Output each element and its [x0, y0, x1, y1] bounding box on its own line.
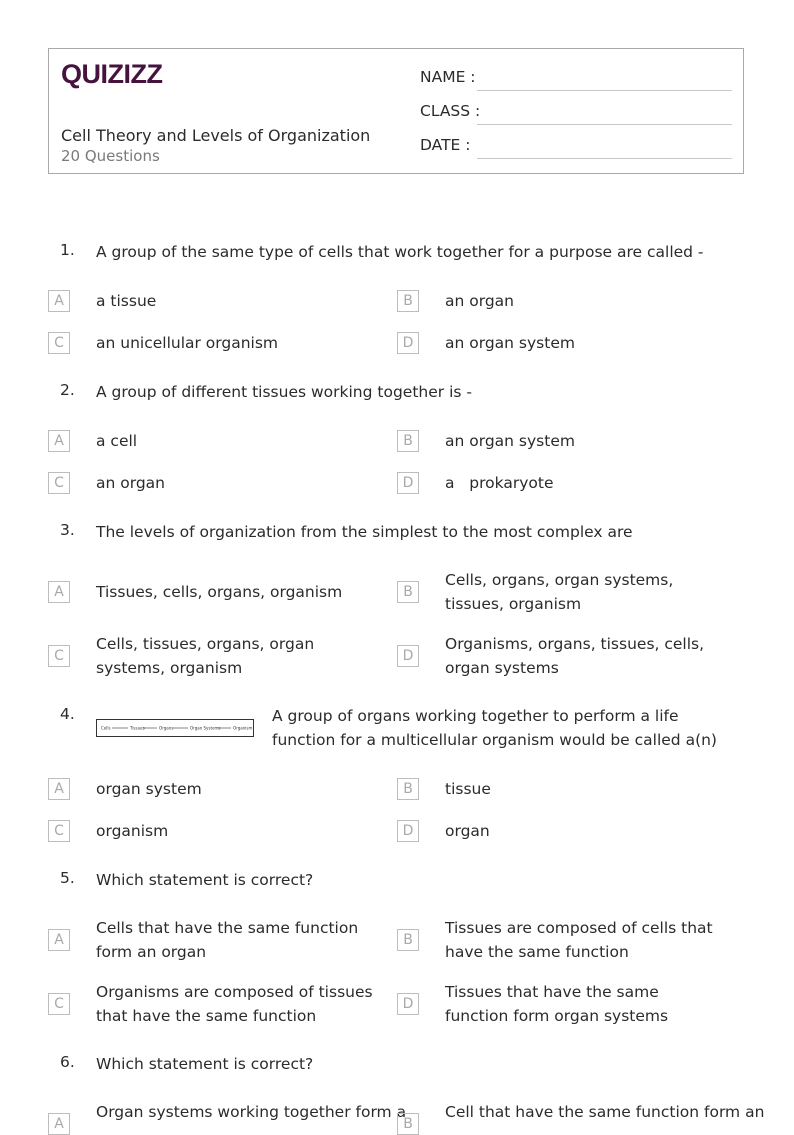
option-text-a[interactable]: Organ systems working together form a — [96, 1103, 407, 1121]
diagram-label-cells: Cells — [101, 725, 111, 731]
option-text-c[interactable]: organism — [96, 822, 169, 840]
date-label: DATE : — [420, 136, 471, 154]
option-letter-b[interactable]: B — [397, 430, 419, 452]
option-letter-b[interactable]: B — [397, 778, 419, 800]
diagram-label-organs: Organs — [159, 725, 174, 731]
option-text-b[interactable]: Tissues are composed of cells that have the same function — [445, 919, 713, 961]
option-text-d[interactable]: an organ system — [445, 334, 575, 352]
option-letter-a[interactable]: A — [48, 1113, 70, 1135]
option-letter-a[interactable]: A — [48, 430, 70, 452]
option-text-b[interactable]: Cell that have the same function form an — [445, 1103, 765, 1121]
option-letter-d[interactable]: D — [397, 332, 419, 354]
question-text: A group of different tissues working together is - — [96, 383, 472, 401]
option-letter-d[interactable]: D — [397, 472, 419, 494]
option-letter-d[interactable]: D — [397, 645, 419, 667]
option-text-d[interactable]: Tissues that have the same function form organ systems — [445, 983, 669, 1025]
option-text-a[interactable]: a cell — [96, 432, 138, 450]
option-text-a[interactable]: a tissue — [96, 292, 157, 310]
option-text-b[interactable]: tissue — [445, 780, 491, 798]
option-text-a[interactable]: Tissues, cells, organs, organism — [96, 583, 343, 601]
option-text-b[interactable]: an organ system — [445, 432, 575, 450]
diagram-label-organism: Organism — [233, 725, 253, 731]
question-number: 6. — [60, 1053, 75, 1071]
option-text-c[interactable]: Cells, tissues, organs, organ systems, organism — [96, 635, 315, 677]
question-number: 1. — [60, 241, 75, 259]
class-label: CLASS : — [420, 102, 481, 120]
option-text-c[interactable]: an unicellular organism — [96, 334, 279, 352]
question-text: Which statement is correct? — [96, 1055, 314, 1073]
option-letter-c[interactable]: C — [48, 472, 70, 494]
option-text-c[interactable]: Organisms are composed of tissues that have the same function — [96, 983, 373, 1025]
question-text: The levels of organization from the simplest to the most complex are — [96, 523, 633, 541]
option-letter-d[interactable]: D — [397, 820, 419, 842]
option-letter-c[interactable]: C — [48, 993, 70, 1015]
question-text: Which statement is correct? — [96, 871, 314, 889]
option-letter-b[interactable]: B — [397, 581, 419, 603]
name-line[interactable] — [477, 90, 732, 91]
option-letter-a[interactable]: A — [48, 290, 70, 312]
date-line[interactable] — [477, 158, 732, 159]
option-letter-b[interactable]: B — [397, 1113, 419, 1135]
question-text: A group of organs working together to perform a life function for a multicellular organism would be called a(n) — [272, 707, 717, 749]
option-text-b[interactable]: an organ — [445, 292, 514, 310]
levels-diagram — [96, 719, 254, 737]
worksheet-title: Cell Theory and Levels of Organization — [61, 126, 371, 145]
option-letter-b[interactable]: B — [397, 929, 419, 951]
option-text-a[interactable]: organ system — [96, 780, 202, 798]
option-letter-a[interactable]: A — [48, 778, 70, 800]
question-number: 2. — [60, 381, 75, 399]
option-text-b[interactable]: Cells, organs, organ systems, tissues, organism — [445, 571, 674, 613]
option-letter-a[interactable]: A — [48, 581, 70, 603]
option-letter-c[interactable]: C — [48, 332, 70, 354]
levels-diagram-svg — [97, 720, 253, 736]
option-text-d[interactable]: organ — [445, 822, 490, 840]
option-letter-c[interactable]: C — [48, 645, 70, 667]
option-text-d[interactable]: a prokaryote — [445, 474, 554, 492]
diagram-label-tissues: Tissues — [130, 725, 145, 731]
question-number: 3. — [60, 521, 75, 539]
question-number: 4. — [60, 705, 75, 723]
option-letter-d[interactable]: D — [397, 993, 419, 1015]
option-letter-a[interactable]: A — [48, 929, 70, 951]
option-text-d[interactable]: Organisms, organs, tissues, cells, organ systems — [445, 635, 705, 677]
question-count: 20 Questions — [61, 147, 160, 165]
class-line[interactable] — [477, 124, 732, 125]
option-text-c[interactable]: an organ — [96, 474, 165, 492]
option-letter-b[interactable]: B — [397, 290, 419, 312]
question-text: A group of the same type of cells that work together for a purpose are called - — [96, 243, 704, 261]
question-number: 5. — [60, 869, 75, 887]
quizizz-logo: QUIZIZZ — [61, 59, 163, 89]
name-label: NAME : — [420, 68, 476, 86]
worksheet-header — [48, 48, 744, 174]
option-text-a[interactable]: Cells that have the same function form an organ — [96, 919, 359, 961]
diagram-label-organ-systems: Organ Systems — [190, 725, 221, 731]
option-letter-c[interactable]: C — [48, 820, 70, 842]
